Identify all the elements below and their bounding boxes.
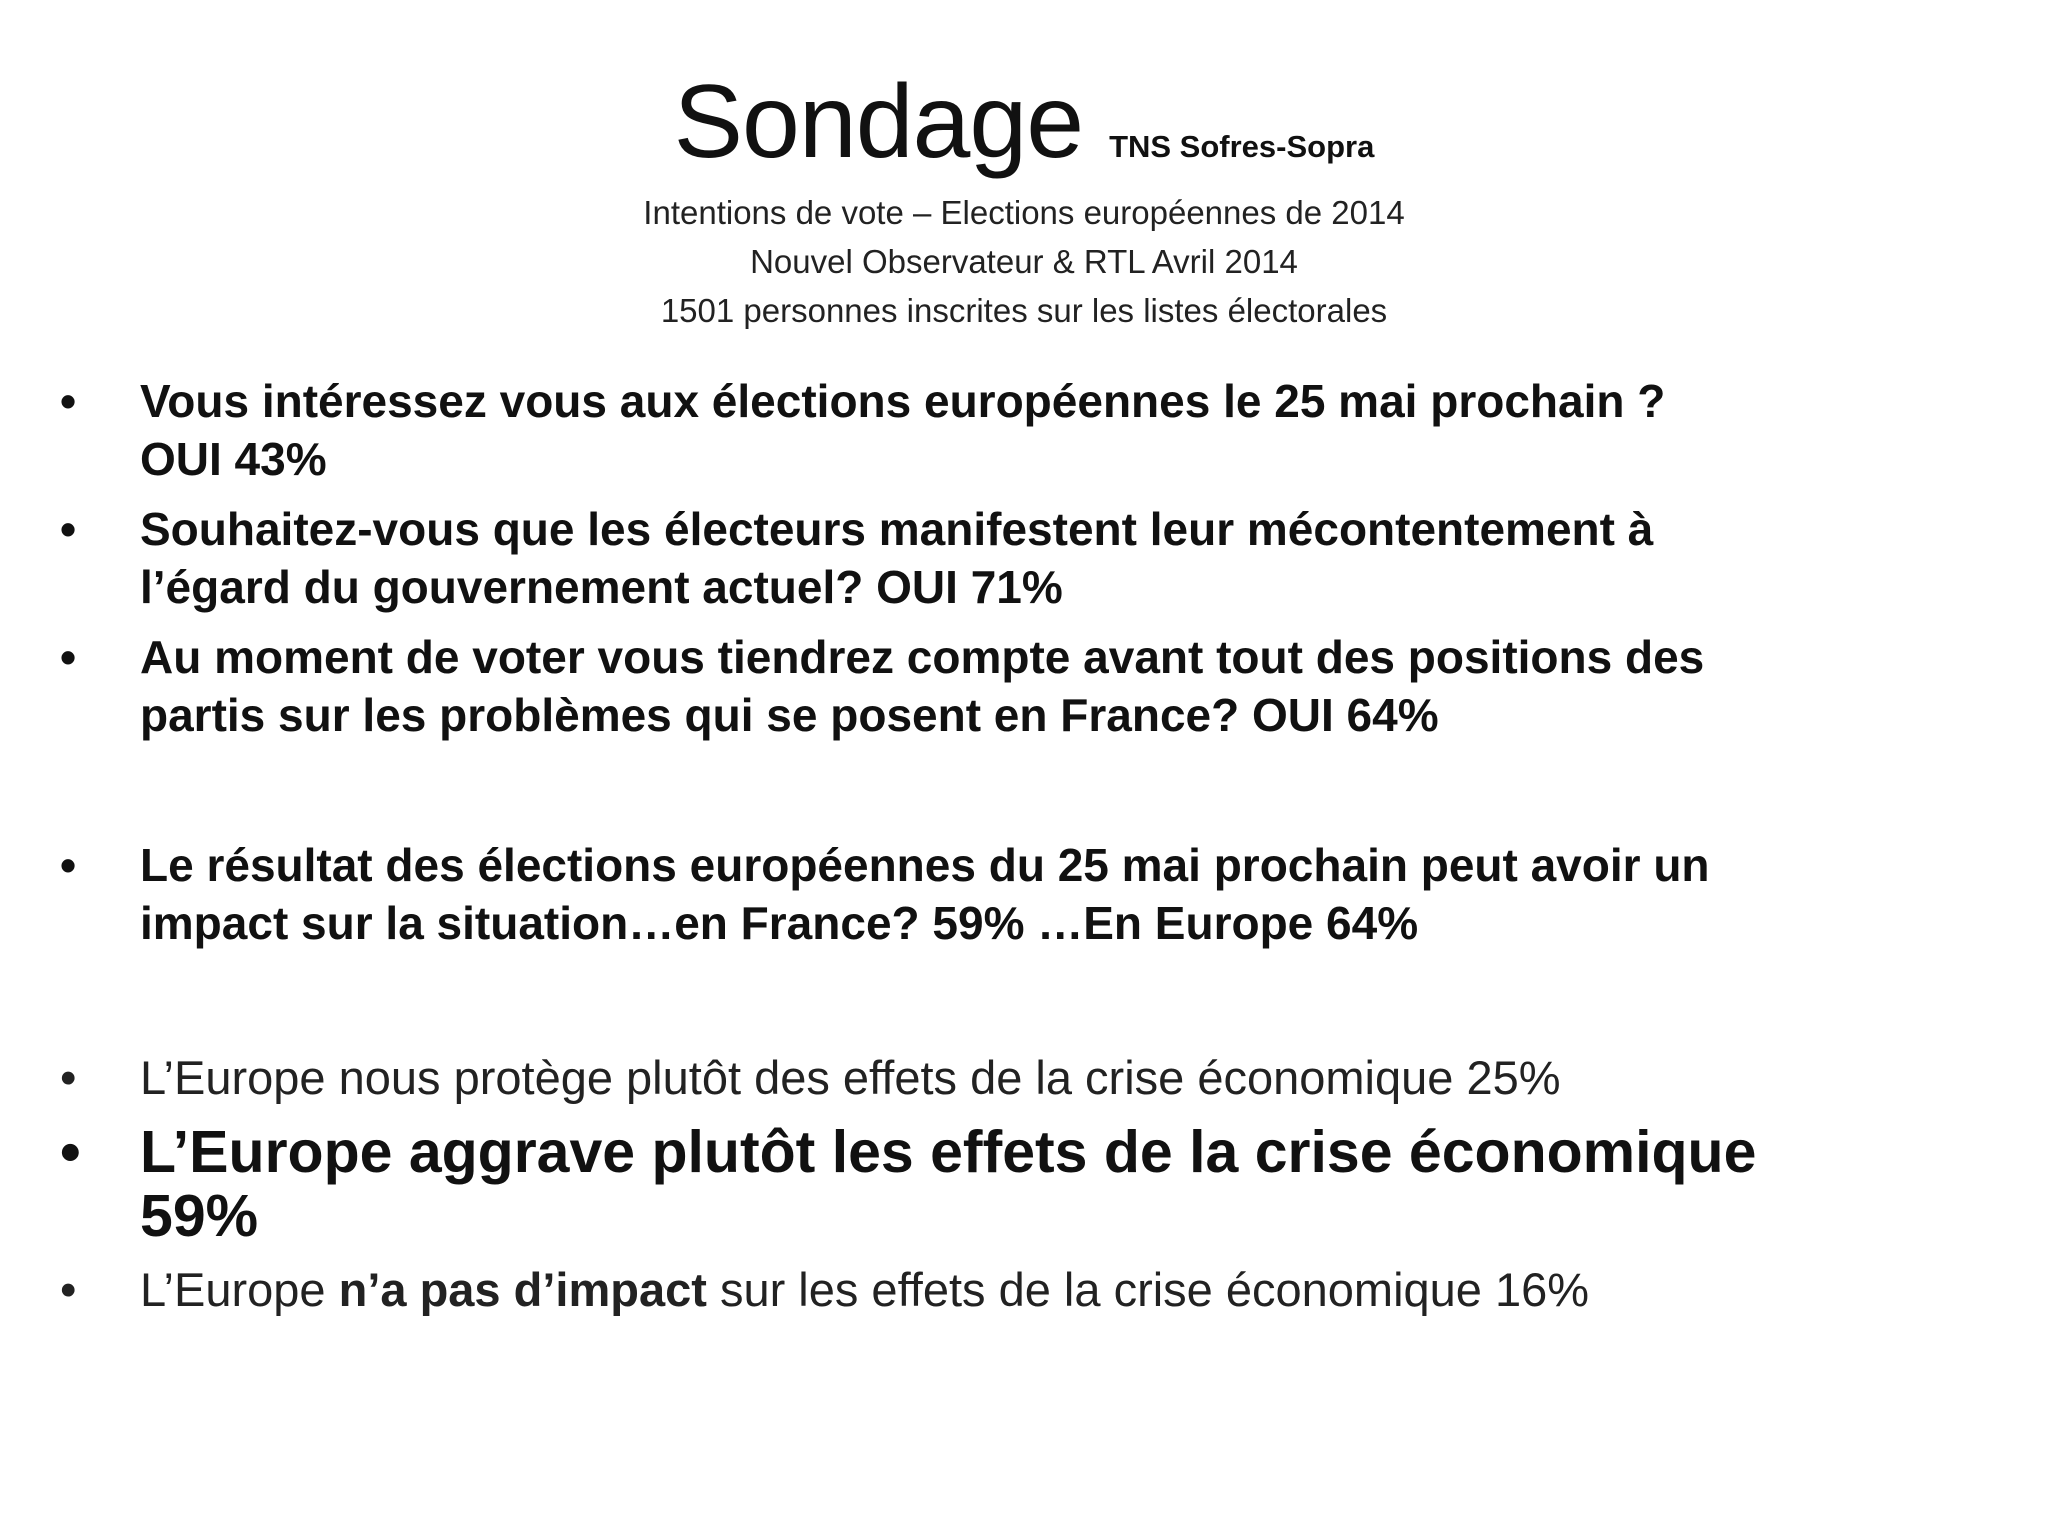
bullet-text-line: impact sur la situation…en France? 59% …En Europe 64%	[140, 897, 1419, 949]
bullet-dot: •	[60, 631, 77, 683]
bullet-europe-protects	[56, 1048, 1956, 1108]
bullet-interest	[56, 372, 1956, 488]
subtitle-line-survey: Intentions de vote – Elections européennes de 2014	[643, 194, 1405, 231]
bullet-europe-aggravates	[56, 1120, 1956, 1248]
bullet-dot: •	[60, 375, 77, 427]
title-block	[0, 64, 2048, 335]
bullet-text-line: l’égard du gouvernement actuel? OUI 71%	[140, 561, 1063, 613]
no-impact-suffix: sur les effets de la crise économique 16%	[706, 1263, 1590, 1316]
bullet-text-line: Au moment de voter vous tiendrez compte avant tout des positions des	[140, 631, 1705, 683]
bullet-text-line: Le résultat des élections européennes du 25 mai prochain peut avoir un	[140, 839, 1710, 891]
bullet-text-line: L’Europe nous protège plutôt des effets de la crise économique 25%	[140, 1051, 1561, 1104]
bullet-dot: •	[60, 839, 77, 891]
poll-source: TNS Sofres-Sopra	[1109, 129, 1375, 164]
bullet-dot: •	[60, 1119, 81, 1185]
bullet-dot: •	[60, 503, 77, 555]
bullet-text-line: L’Europe aggrave plutôt les effets de la crise économique	[140, 1119, 1757, 1185]
bullet-list	[56, 372, 1956, 1320]
bullet-discontent	[56, 500, 1956, 616]
bullet-europe-no-impact	[56, 1260, 1956, 1320]
subtitle-line-sponsors: Nouvel Observateur & RTL Avril 2014	[750, 243, 1298, 280]
bullet-dot: •	[60, 1263, 77, 1316]
subtitle	[0, 188, 2048, 335]
bullet-party-positions	[56, 628, 1956, 744]
subtitle-line-sample: 1501 personnes inscrites sur les listes électorales	[660, 292, 1388, 329]
no-impact-prefix: L’Europe	[140, 1263, 339, 1316]
bullet-text-line: partis sur les problèmes qui se posent en France? OUI 64%	[140, 689, 1439, 741]
title-line	[0, 64, 2048, 180]
bullet-dot: •	[60, 1051, 77, 1104]
no-impact-emphasis: n’a pas d’impact	[338, 1263, 707, 1316]
slide-title: Sondage	[673, 64, 1084, 180]
bullet-text-line: Vous intéressez vous aux élections européennes le 25 mai prochain ?	[140, 375, 1666, 427]
bullet-text-line: Souhaitez-vous que les électeurs manifestent leur mécontentement à	[140, 503, 1654, 555]
bullet-text-line	[140, 1260, 1956, 1320]
bullet-text-line: OUI 43%	[140, 433, 327, 485]
bullet-text-line: 59%	[140, 1183, 259, 1249]
bullet-election-impact	[56, 836, 1956, 952]
